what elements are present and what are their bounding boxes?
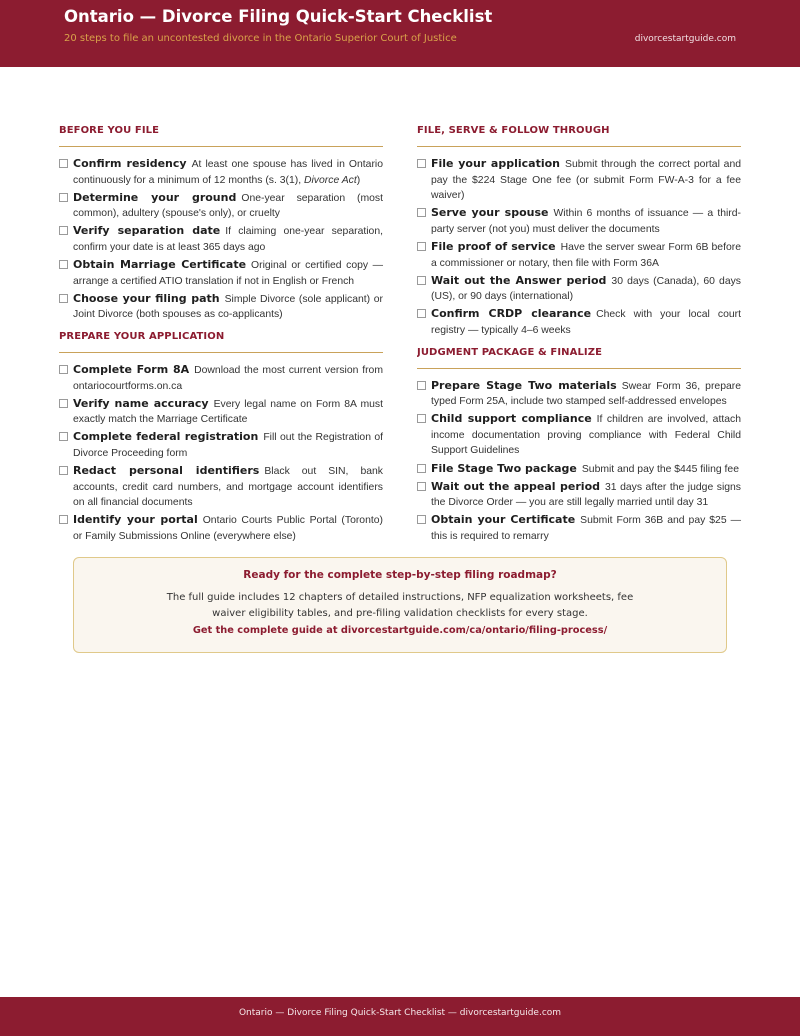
cta-heading: Ready for the complete step-by-step filing roadmap? [243, 569, 557, 581]
item-name: Identify your portal [73, 513, 198, 527]
left-column [59, 125, 383, 552]
item-name: Serve your spouse [431, 206, 549, 220]
section-title: PREPARE YOUR APPLICATION [59, 331, 383, 353]
item-description: Check with your local court registry — typically 4–6 weeks [431, 309, 741, 336]
checkbox-icon[interactable] [417, 515, 426, 524]
item-description: Submit Form 36B and pay $25 — this is required to remarry [431, 515, 741, 542]
checklist-item [417, 306, 741, 338]
checkbox-icon[interactable] [417, 159, 426, 168]
checklist-item [59, 190, 383, 222]
checkbox-icon[interactable] [59, 294, 68, 303]
item-description: Submit through the correct portal and pay the $224 Stage One fee (or submit Form FW-A-3 for a fee waiver) [431, 159, 741, 202]
checkbox-icon[interactable] [417, 309, 426, 318]
checklist-item [59, 291, 383, 323]
item-name: Determine your ground [73, 190, 237, 204]
checklist-item [417, 378, 741, 410]
item-description-end: ) [356, 174, 361, 186]
checkbox-icon[interactable] [59, 365, 68, 374]
checkbox-icon[interactable] [417, 242, 426, 251]
checkbox-icon[interactable] [417, 381, 426, 390]
checklist-item [417, 479, 741, 511]
checkbox-icon[interactable] [59, 260, 68, 269]
cta-box [73, 557, 727, 653]
item-description: One-year separation (most common), adultery (spouse's only), or cruelty [73, 192, 384, 220]
item-description: Fill out the Registration of Divorce Proceeding form [73, 432, 383, 459]
page-title: Ontario — Divorce Filing Quick-Start Checklist [64, 7, 493, 26]
item-name: Wait out the appeal period [431, 479, 601, 493]
item-name: Confirm residency [73, 157, 187, 170]
page-subtitle: 20 steps to file an uncontested divorce in the Ontario Superior Court of Justice [64, 33, 457, 44]
item-description: Submit and pay the $445 filing fee [581, 463, 739, 475]
item-name: Redact personal identifiers [73, 464, 260, 477]
item-description: Simple Divorce (sole applicant) or Joint Divorce (both spouses as co-applicants) [73, 293, 383, 321]
checklist-item [417, 512, 741, 544]
item-description: At least one spouse has lived in Ontario continuously for a minimum of 12 months (s. 3(1), [73, 159, 383, 186]
checklist-item [417, 239, 741, 271]
item-description: 31 days after the judge signs the Divorce Order — you are still legally married until day 31 [431, 481, 742, 509]
checkbox-icon[interactable] [417, 414, 426, 423]
item-name: File your application [431, 157, 561, 170]
checkbox-icon[interactable] [59, 399, 68, 408]
page-header [0, 0, 800, 67]
checkbox-icon[interactable] [417, 208, 426, 217]
item-description: Swear Form 36, prepare typed Form 25A, include two stamped self-addressed envelopes [431, 380, 741, 408]
checklist-item [417, 461, 741, 478]
item-name: Wait out the Answer period [431, 273, 607, 287]
checklist-item [417, 156, 741, 204]
section-title: FILE, SERVE & FOLLOW THROUGH [417, 125, 741, 147]
item-name: Child support compliance [431, 412, 592, 426]
checklist [417, 378, 741, 545]
item-description: If children are involved, attach income documentation proving compliance with Federal Child Support Guidelines [431, 414, 741, 457]
checkbox-icon[interactable] [59, 466, 68, 475]
item-name: Complete federal registration [73, 430, 259, 444]
checkbox-icon[interactable] [417, 464, 426, 473]
right-column [417, 125, 741, 552]
checkbox-icon[interactable] [59, 159, 68, 168]
item-name: Verify separation date [73, 224, 221, 238]
item-description: Black out SIN, bank accounts, credit card numbers, and mortgage account identifiers on all financial documents [73, 466, 383, 509]
item-name: Complete Form 8A [73, 362, 190, 376]
item-description: 30 days (Canada), 60 days (US), or 90 days (international) [431, 275, 741, 303]
item-name: Verify name accuracy [73, 396, 209, 410]
item-description: Have the server swear Form 6B before a commissioner or notary, then file with Form 36A [431, 241, 741, 269]
cta-link[interactable]: Get the complete guide at divorcestartguide.com/ca/ontario/filing-process/ [192, 625, 608, 636]
item-name: File proof of service [431, 239, 556, 253]
item-description: Within 6 months of issuance — a third-party server (not you) must deliver the documents [431, 208, 742, 235]
checklist-item [59, 156, 383, 188]
item-name: Confirm CRDP clearance [431, 307, 592, 321]
checklist [59, 362, 383, 545]
item-name: Obtain Marriage Certificate [73, 258, 247, 272]
checkbox-icon[interactable] [59, 193, 68, 202]
checklist-item [59, 257, 383, 289]
header-site: divorcestartguide.com [634, 34, 736, 44]
section-title: JUDGMENT PACKAGE & FINALIZE [417, 347, 741, 369]
checklist-item [59, 362, 383, 394]
item-description: Ontario Courts Public Portal (Toronto) or Family Submissions Online (everywhere else) [73, 515, 383, 542]
checklist [59, 156, 383, 323]
item-italic: Divorce Act [304, 174, 357, 186]
checklist-item [59, 396, 383, 428]
item-description: Original or certified copy — arrange a certified ATIO translation if not in English or French [73, 260, 384, 287]
item-name: Choose your filing path [73, 291, 220, 305]
checklist-item [59, 463, 383, 511]
checklist-item [59, 429, 383, 461]
item-description: Every legal name on Form 8A must exactly match the Marriage Certificate [73, 398, 383, 426]
checklist-item [417, 411, 741, 459]
footer-text: Ontario — Divorce Filing Quick-Start Checklist — divorcestartguide.com [238, 1008, 562, 1018]
item-description: Download the most current version from ontariocourtforms.on.ca [73, 364, 383, 392]
page-footer [0, 997, 800, 1036]
checklist-item [59, 512, 383, 544]
item-name: File Stage Two package [431, 461, 577, 475]
checkbox-icon[interactable] [417, 276, 426, 285]
checklist-item [417, 273, 741, 305]
checkbox-icon[interactable] [59, 432, 68, 441]
checkbox-icon[interactable] [417, 482, 426, 491]
checklist-item [59, 223, 383, 255]
checkbox-icon[interactable] [59, 515, 68, 524]
item-name: Obtain your Certificate [431, 513, 576, 527]
checkbox-icon[interactable] [59, 226, 68, 235]
cta-body: The full guide includes 12 chapters of detailed instructions, NFP equalization worksheets, fee waiver eligibility tables, and pre-filing validation checklists for every stage. [166, 592, 634, 619]
section-title: BEFORE YOU FILE [59, 125, 383, 147]
checklist-item [417, 205, 741, 237]
item-name: Prepare Stage Two materials [431, 378, 617, 392]
checklist [417, 156, 741, 339]
item-description: If claiming one-year separation, confirm your date is at least 365 days ago [73, 226, 383, 253]
